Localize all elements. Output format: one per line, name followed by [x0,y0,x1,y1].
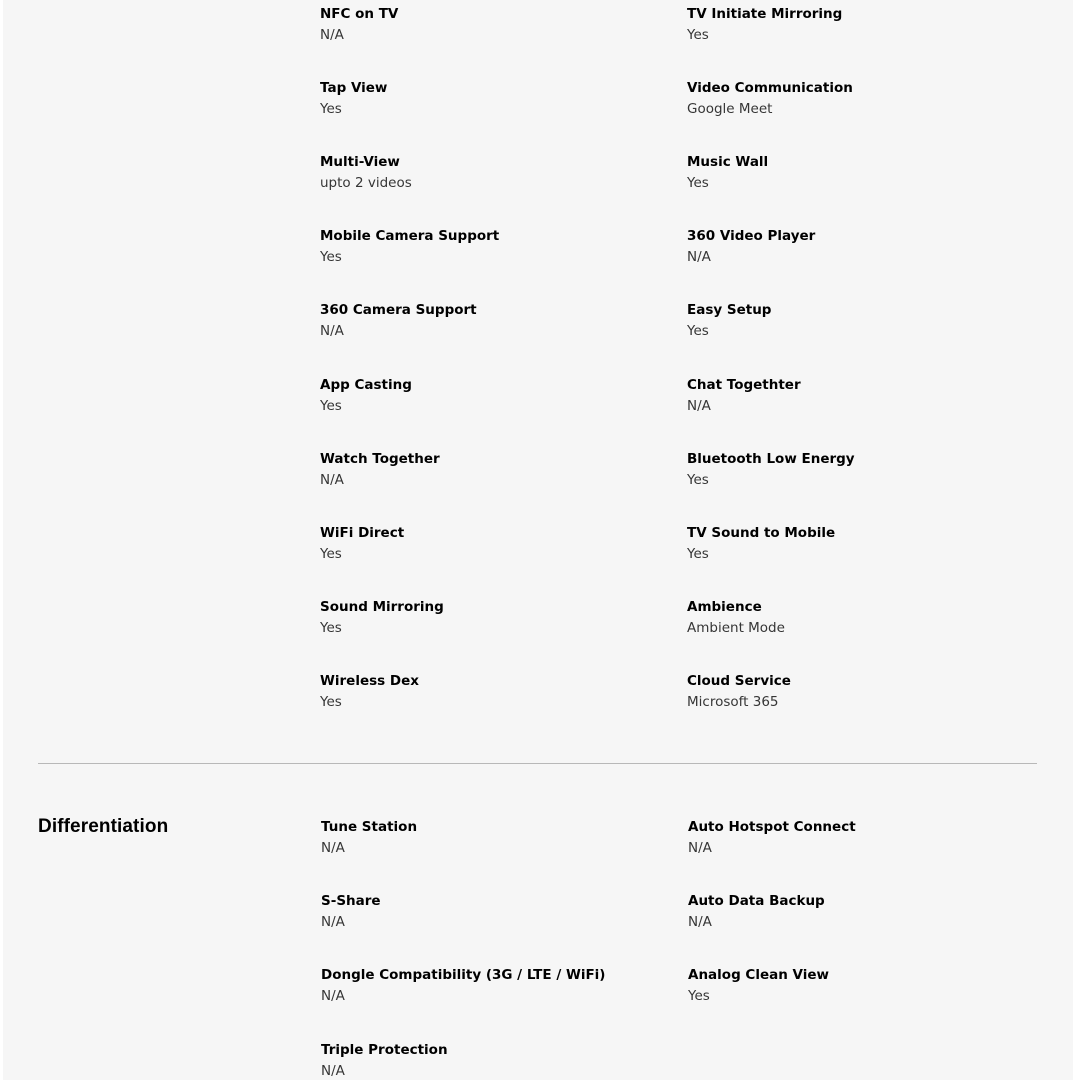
spec-item-tv-initiate-mirroring [687,5,1027,44]
spec-label: Cloud Service [687,673,791,689]
spec-label: Auto Hotspot Connect [688,819,856,835]
spec-item-wireless-dex [320,672,660,711]
section-heading-differentiation: Differentiation [38,816,169,837]
spec-label: Bluetooth Low Energy [687,451,855,467]
spec-item-wifi-direct [320,524,660,563]
spec-label: Auto Data Backup [688,893,825,909]
spec-label: App Casting [320,377,412,393]
spec-item-auto-hotspot-connect [688,818,1028,857]
spec-label: Triple Protection [321,1042,448,1058]
spec-label: Tune Station [321,819,418,835]
spec-item-nfc-on-tv [320,5,660,44]
spec-label: Music Wall [687,154,769,170]
spec-value: Google Meet [687,101,773,117]
spec-value: N/A [320,27,344,43]
spec-value: Yes [687,472,709,488]
spec-value: upto 2 videos [320,175,412,191]
spec-item-triple-protection [321,1041,661,1080]
spec-label: 360 Video Player [687,228,816,244]
spec-label: TV Sound to Mobile [687,525,836,541]
spec-label: Wireless Dex [320,673,419,689]
spec-value: Yes [320,694,342,710]
spec-item-360-video-player [687,227,1027,266]
spec-label: Video Communication [687,80,853,96]
spec-label: Chat Togethter [687,377,801,393]
spec-value: Yes [688,988,710,1004]
spec-item-tap-view [320,79,660,118]
spec-value: Yes [687,323,709,339]
spec-item-video-communication [687,79,1027,118]
spec-value: Ambient Mode [687,620,785,636]
spec-value: Yes [687,175,709,191]
spec-label: Multi-View [320,154,400,170]
spec-item-s-share [321,892,661,931]
spec-item-multi-view [320,153,660,192]
spec-value: Yes [320,546,342,562]
spec-label: Ambience [687,599,762,615]
spec-item-chat-together [687,376,1027,415]
spec-label: 360 Camera Support [320,302,477,318]
spec-label: Mobile Camera Support [320,228,500,244]
spec-value: N/A [321,1063,345,1079]
spec-item-auto-data-backup [688,892,1028,931]
spec-value: N/A [687,398,711,414]
spec-item-music-wall [687,153,1027,192]
spec-item-mobile-camera-support [320,227,660,266]
spec-item-bluetooth-low-energy [687,450,1027,489]
spec-label: Sound Mirroring [320,599,444,615]
spec-item-cloud-service [687,672,1027,711]
spec-item-360-camera-support [320,301,660,340]
spec-value: N/A [321,988,345,1004]
spec-item-tune-station [321,818,661,857]
section-divider [38,763,1037,764]
spec-label: Tap View [320,80,388,96]
spec-value: Microsoft 365 [687,694,779,710]
spec-item-app-casting [320,376,660,415]
spec-label: NFC on TV [320,6,399,22]
spec-label: Watch Together [320,451,440,467]
spec-page [3,0,1073,1080]
spec-value: N/A [320,472,344,488]
spec-value: Yes [320,101,342,117]
spec-value: Yes [320,398,342,414]
spec-label: S-Share [321,893,381,909]
spec-label: TV Initiate Mirroring [687,6,843,22]
spec-value: Yes [320,249,342,265]
spec-value: N/A [320,323,344,339]
spec-value: Yes [687,27,709,43]
spec-label: Analog Clean View [688,967,830,983]
spec-value: N/A [321,914,345,930]
spec-value: Yes [320,620,342,636]
spec-item-easy-setup [687,301,1027,340]
spec-label: Dongle Compatibility (3G / LTE / WiFi) [321,967,606,983]
spec-value: N/A [687,249,711,265]
spec-item-watch-together [320,450,660,489]
spec-value: Yes [687,546,709,562]
spec-value: N/A [321,840,345,856]
spec-label: Easy Setup [687,302,772,318]
spec-item-analog-clean-view [688,966,1028,1005]
spec-item-dongle-compatibility [321,966,661,1005]
spec-item-tv-sound-to-mobile [687,524,1027,563]
spec-item-ambience [687,598,1027,637]
spec-label: WiFi Direct [320,525,405,541]
spec-item-sound-mirroring [320,598,660,637]
spec-value: N/A [688,914,712,930]
spec-value: N/A [688,840,712,856]
